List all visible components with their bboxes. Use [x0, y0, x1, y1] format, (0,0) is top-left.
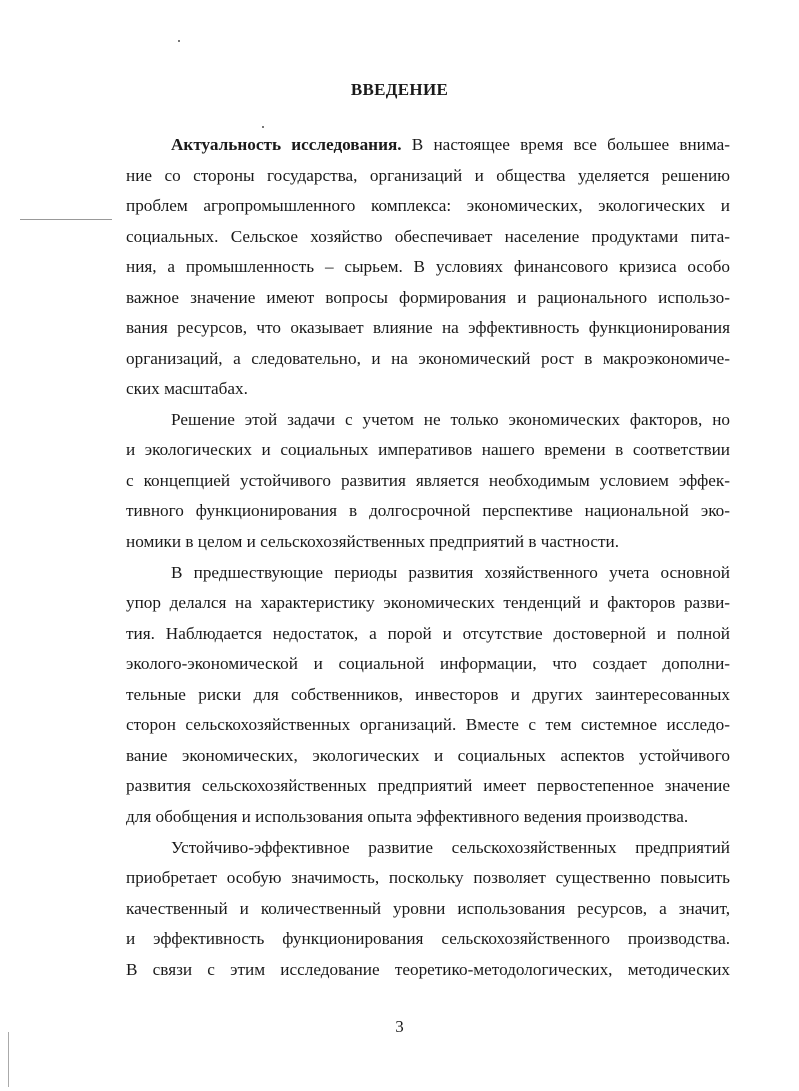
- lead-phrase: Актуальность исследования.: [171, 135, 402, 154]
- paragraph-line: эколого-экономической и социальной информации, что создает дополни-: [126, 654, 730, 673]
- paragraph-line: приобретает особую значимость, поскольку позволяет существенно повысить: [126, 868, 730, 887]
- paragraph-line: и эффективность функционирования сельскохозяйственного производства.: [126, 929, 730, 948]
- scan-speck: [262, 126, 264, 128]
- paragraph-line: Решение этой задачи с учетом не только экономических факторов, но: [171, 410, 730, 429]
- paragraph-line: социальных. Сельское хозяйство обеспечивает население продуктами пита-: [126, 227, 730, 246]
- paragraph-line: тельные риски для собственников, инвесторов и других заинтересованных: [126, 685, 730, 704]
- paragraph-line: развития сельскохозяйственных предприятий имеет первостепенное значение: [126, 776, 730, 795]
- paragraph-line: качественный и количественный уровни использования ресурсов, а значит,: [126, 899, 730, 918]
- paragraph-line: сторон сельскохозяйственных организаций. Вместе с тем системное исследо-: [126, 715, 730, 734]
- paragraph-line: с концепцией устойчивого развития является необходимым условием эффек-: [126, 471, 730, 490]
- paragraph-line: ских масштабах.: [126, 379, 248, 398]
- paragraph-line: Устойчиво-эффективное развитие сельскохозяйственных предприятий: [171, 838, 730, 857]
- paragraph-line: В связи с этим исследование теоретико-методологических, методических: [126, 960, 730, 979]
- paragraph-line: для обобщения и использования опыта эффективного ведения производства.: [126, 807, 689, 826]
- paragraph-line: вания ресурсов, что оказывает влияние на эффективность функционирования: [126, 318, 730, 337]
- paragraph-line: упор делался на характеристику экономических тенденций и факторов разви-: [126, 593, 730, 612]
- scan-artifact: [8, 1032, 9, 1087]
- paragraph-line: проблем агропромышленного комплекса: экономических, экологических и: [126, 196, 730, 215]
- scan-artifact: [20, 219, 112, 220]
- paragraph-line: тивного функционирования в долгосрочной перспективе национальной эко-: [126, 501, 730, 520]
- paragraph-line: Актуальность исследования. В настоящее время все большее внима-: [171, 135, 730, 154]
- paragraph-line: организаций, а следовательно, и на экономический рост в макроэкономиче-: [126, 349, 730, 368]
- page-number: 3: [395, 1017, 404, 1036]
- paragraph-line: тия. Наблюдается недостаток, а порой и отсутствие достоверной и полной: [126, 624, 730, 643]
- paragraph-line: важное значение имеют вопросы формирования и рационального использо-: [126, 288, 730, 307]
- paragraph-line: ние со стороны государства, организаций и общества уделяется решению: [126, 166, 730, 185]
- paragraph-line: В предшествующие периоды развития хозяйственного учета основной: [171, 563, 730, 582]
- paragraph-line: номики в целом и сельскохозяйственных предприятий в частности.: [126, 532, 620, 551]
- paragraph-line: ния, а промышленность – сырьем. В условиях финансового кризиса особо: [126, 257, 730, 276]
- section-title: ВВЕДЕНИЕ: [350, 80, 449, 99]
- paragraph-line: вание экономических, экологических и социальных аспектов устойчивого: [126, 746, 730, 765]
- paragraph-line: и экологических и социальных императивов нашего времени в соответствии: [126, 440, 730, 459]
- scan-speck: [178, 40, 180, 42]
